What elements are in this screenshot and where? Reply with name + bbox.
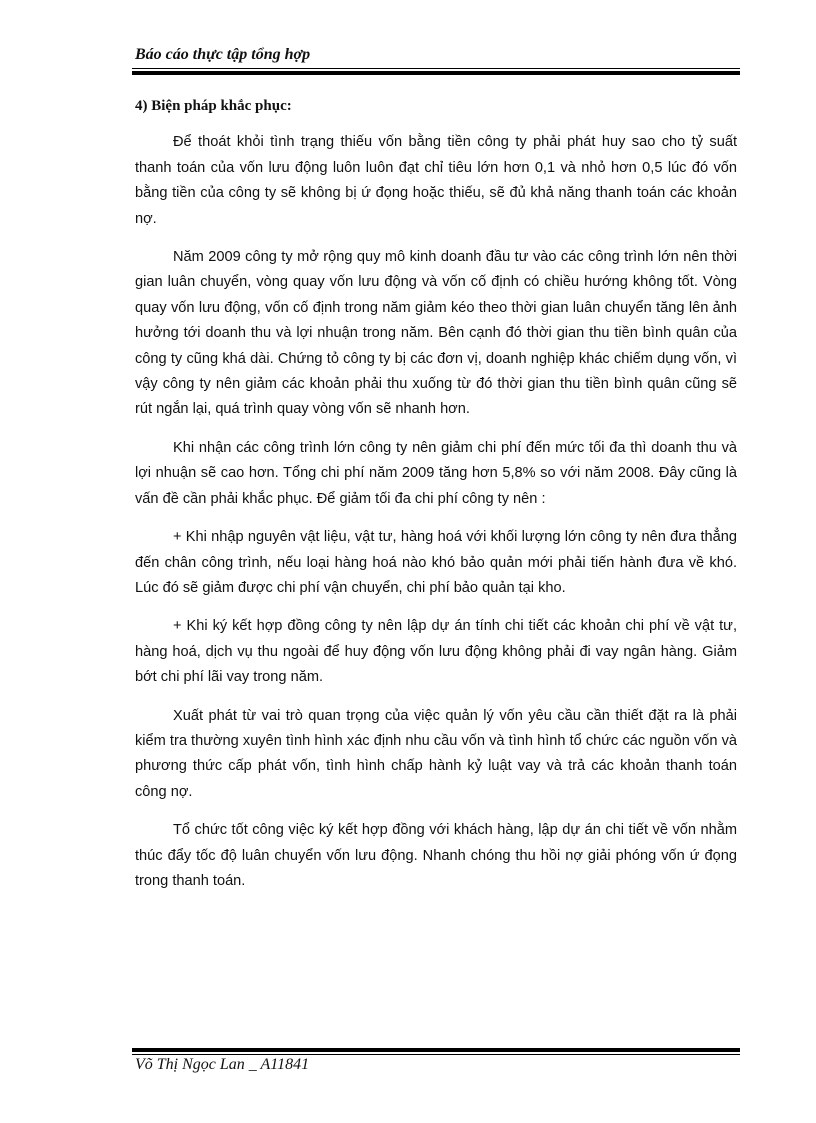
header-rule-thick <box>132 71 740 75</box>
footer-rule-thin <box>132 1054 740 1055</box>
paragraph: + Khi nhập nguyên vật liệu, vật tư, hàng hoá với khối lượng lớn công ty nên đưa thẳng đến chân công trình, nếu loại hàng hoá nào khó bảo quản mới phải tiến hành đưa về khó. Lúc đó sẽ giảm được chi phí vận chuyển, chi phí bảo quản tại kho. <box>135 529 737 596</box>
page-header-title: Báo cáo thực tập tổng hợp <box>135 46 311 63</box>
paragraph: Xuất phát từ vai trò quan trọng của việc quản lý vốn yêu cầu cần thiết đặt ra là phải kiểm tra thường xuyên tình hình xác định nhu cầu vốn và tình hình tổ chức các nguồn vốn và phương thức cấp phát vốn, tình hình chấp hành kỷ luật vay và trả các khoản thanh toán công nợ. <box>135 707 737 800</box>
footer-rule-thick <box>132 1048 740 1052</box>
paragraph: Năm 2009 công ty mở rộng quy mô kinh doanh đầu tư vào các công trình lớn nên thời gian luân chuyển, vòng quay vốn lưu động và vốn cố định có chiều hướng không tốt. Vòng quay vốn lưu động, vốn cố định trong năm giảm kéo theo thời gian luân chuyển tăng lên ảnh hưởng tới doanh thu và lợi nhuận trong năm. Bên cạnh đó thời gian thu tiền bình quân của công ty cũng khá dài. Chứng tỏ công ty bị các đơn vị, doanh nghiệp khác chiếm dụng vốn, vì vậy công ty nên giảm các khoản phải thu xuống từ đó thời gian thu tiền bình quân cũng sẽ rút ngắn lại, quá trình quay vòng vốn sẽ nhanh hơn. <box>135 249 737 418</box>
document-body <box>135 94 737 907</box>
paragraph: Tổ chức tốt công việc ký kết hợp đồng với khách hàng, lập dự án chi tiết về vốn nhằm thúc đẩy tốc độ luân chuyển vốn lưu động. Nhanh chóng thu hồi nợ giải phóng vốn ứ đọng trong thanh toán. <box>135 822 737 889</box>
paragraph: + Khi ký kết hợp đồng công ty nên lập dự án tính chi tiết các khoản chi phí về vật tư, hàng hoá, dịch vụ thu ngoài để huy động vốn lưu động không phải đi vay ngân hàng. Giảm bớt chi phí lãi vay trong năm. <box>135 618 737 686</box>
header-rule-thin <box>132 68 740 69</box>
paragraph: Để thoát khỏi tình trạng thiếu vốn bằng tiền công ty phải phát huy sao cho tỷ suất thanh toán của vốn lưu động luôn luôn đạt chỉ tiêu lớn hơn 0,1 và nhỏ hơn 0,5 lúc đó vốn bằng tiền của công ty sẽ không bị ứ đọng hoặc thiếu, sẽ đủ khả năng thanh toán các khoản nợ. <box>135 134 737 227</box>
paragraph: Khi nhận các công trình lớn công ty nên giảm chi phí đến mức tối đa thì doanh thu và lợi nhuận sẽ cao hơn. Tổng chi phí năm 2009 tăng hơn 5,8% so với năm 2008. Đây cũng là vấn đề cần phải khắc phục. Để giảm tối đa chi phí công ty nên : <box>135 439 737 507</box>
footer-author: Võ Thị Ngọc Lan _ A11841 <box>135 1056 310 1073</box>
section-heading: 4) Biện pháp khắc phục: <box>135 98 292 114</box>
